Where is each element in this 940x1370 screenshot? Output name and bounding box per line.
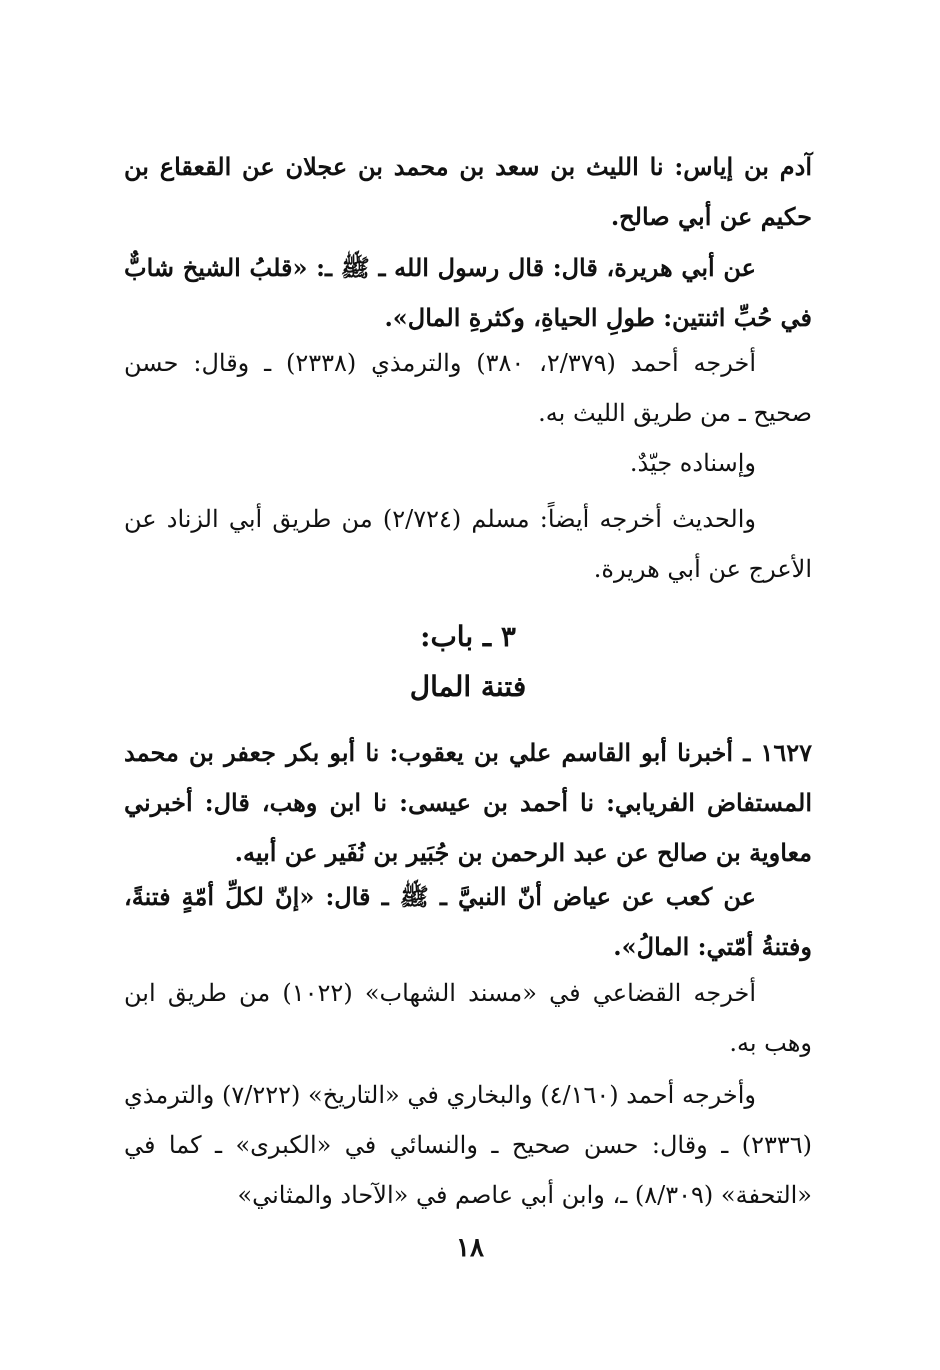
paragraph-takhrij-4: وأخرجه أحمد (٤/١٦٠) والبخاري في «التاريخ» (٧/٢٢٢) والترمذي (٢٣٣٦) ـ وقال: حسن صحيح ـ والنسائي في «الكبرى» ـ كما في «التحفة» (٨/٣٠٩) ـ، وابن أبي عاصم في «الآحاد والمثاني» [124, 1081, 812, 1209]
chapter-title: فتنة المال [409, 670, 527, 703]
page-number: ١٨ [456, 1233, 484, 1263]
paragraph-takhrij-3: أخرجه القضاعي في «مسند الشهاب» (١٠٢٢) من طريق ابن وهب به. [124, 979, 812, 1057]
paragraph-hadith-1: عن أبي هريرة، قال: قال رسول الله ـ ﷺ ـ: «قلبُ الشيخ شابٌّ في حُبِّ اثنتين: طولِ الحياةِ، وكثرةِ المال». [124, 253, 812, 332]
chapter-number: ٣ ـ باب: [420, 620, 516, 653]
paragraph-takhrij-2: والحديث أخرجه أيضاً: مسلم (٢/٧٢٤) من طريق أبي الزناد عن الأعرج عن أبي هريرة. [124, 505, 812, 583]
paragraph-isnad-1: آدم بن إياس: نا الليث بن سعد بن محمد بن عجلان عن القعقاع بن حكيم عن أبي صالح. [124, 152, 812, 231]
paragraph-grading: وإسناده جيّدٌ. [629, 449, 756, 477]
paragraph-isnad-2: ١٦٢٧ ـ أخبرنا أبو القاسم علي بن يعقوب: نا أبو بكر جعفر بن محمد المستفاض الفريابي: نا أحمد بن عيسى: نا ابن وهب، قال: أخبرني معاوية بن صالح عن عبد الرحمن بن جُبَير بن نُفَير عن أبيه. [124, 738, 812, 867]
paragraph-takhrij-1: أخرجه أحمد (٢/٣٧٩، ٣٨٠) والترمذي (٢٣٣٨) ـ وقال: حسن صحيح ـ من طريق الليث به. [124, 349, 812, 427]
paragraph-hadith-2: عن كعب عن عياض أنّ النبيَّ ـ ﷺ ـ قال: «إنّ لكلِّ أمّةٍ فتنةً، وفتنةُ أمّتي: المالُ». [124, 882, 812, 961]
